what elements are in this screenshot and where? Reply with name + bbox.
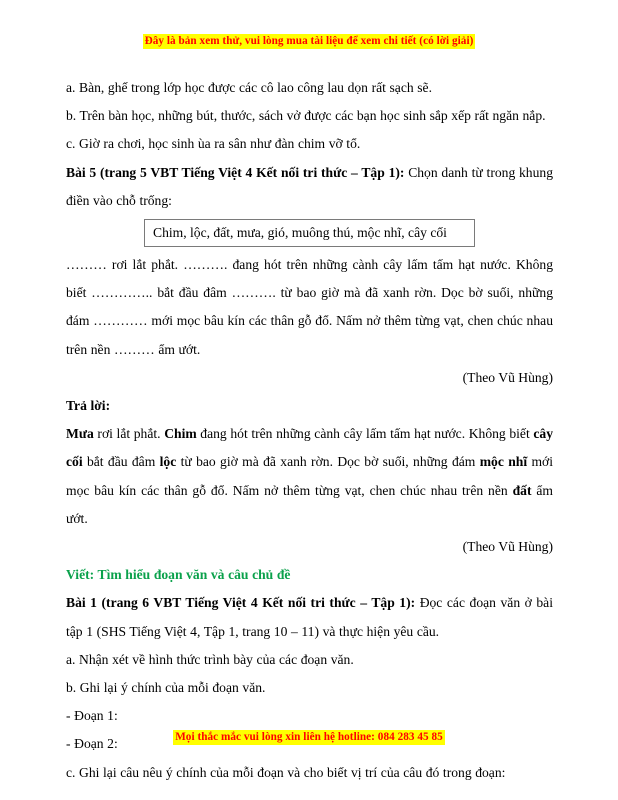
hotline-banner bbox=[0, 730, 618, 744]
section-heading-viet bbox=[66, 561, 553, 589]
wordbank-box: Chim, lộc, đất, mưa, gió, muông thú, mộc nhĩ, cây cối bbox=[144, 219, 475, 247]
bai1-item-b-doan-2: - Đoạn 2: bbox=[66, 736, 118, 752]
bai5-passage: ……… rơi lắt phắt. ………. đang hót trên những cành cây lấm tấm hạt nước. Không biết ………….. bắt đầu đâm ………. từ bao giờ mà đã xanh rờn. Dọc bờ suối, những đám ………… mới mọc bâu kín các thân gỗ đổ. Nấm nở thêm từng vạt, chen chúc nhau trên nền ……… ẩm ướt. bbox=[66, 257, 553, 357]
answer-keyword: Chim bbox=[164, 426, 197, 442]
answer-line-a: a. Bàn, ghế trong lớp học được các cô lao công lau dọn rất sạch sẽ. bbox=[66, 80, 432, 95]
answer-text: từ bao giờ mà đã xanh rờn. Dọc bờ suối, những đám bbox=[176, 454, 480, 470]
answer-text: bắt đầu đâm bbox=[82, 454, 160, 470]
answer-keyword: đất bbox=[512, 482, 532, 498]
answer-text: đang hót trên những cành cây lấm tấm hạt nước. Không biết bbox=[196, 426, 534, 442]
bai5-answer-source-attribution: (Theo Vũ Hùng) bbox=[462, 539, 553, 555]
answer-keyword: cây cối bbox=[66, 426, 553, 470]
answer-text: mới mọc bâu kín các thân gỗ đổ. Nấm nở thêm từng vạt, chen chúc nhau trên nền bbox=[66, 454, 553, 498]
answer-line-c: c. Giờ ra chơi, học sinh ùa ra sân như đàn chim vỡ tổ. bbox=[66, 136, 361, 152]
bai5-heading-instruction: Chọn danh từ trong khung điền vào chỗ trống: bbox=[66, 164, 553, 208]
bai1-heading-instruction: Đọc các đoạn văn ở bài tập 1 (SHS Tiếng Việt 4, Tập 1, trang 10 – 11) và thực hiện yêu cầu. bbox=[66, 595, 553, 639]
answer-label-text: Trả lời: bbox=[66, 398, 111, 414]
answer-text: ẩm ướt. bbox=[66, 482, 553, 526]
bai5-heading bbox=[66, 159, 553, 215]
bai1-heading bbox=[66, 589, 553, 645]
answer-keyword: Mưa bbox=[66, 426, 94, 442]
document-content bbox=[66, 74, 553, 787]
bai5-answer-paragraph bbox=[66, 420, 553, 533]
section-heading-viet-text: Viết: Tìm hiểu đoạn văn và câu chủ đề bbox=[66, 567, 291, 583]
bai5-source-attribution: (Theo Vũ Hùng) bbox=[462, 369, 553, 385]
wordbank-container bbox=[66, 215, 553, 251]
bai1-item-c: c. Ghi lại câu nêu ý chính của mỗi đoạn và cho biết vị trí của câu đó trong đoạn: bbox=[66, 764, 506, 780]
answer-text: rơi lắt phắt. bbox=[93, 426, 165, 442]
answer-label bbox=[66, 392, 553, 420]
hotline-text: Mọi thắc mắc vui lòng xin liên hệ hotline: 084 283 45 85 bbox=[175, 731, 443, 743]
bai1-heading-label: Bài 1 (trang 6 VBT Tiếng Việt 4 Kết nối tri thức – Tập 1): bbox=[66, 595, 416, 611]
bai1-item-a: a. Nhận xét về hình thức trình bày của các đoạn văn. bbox=[66, 651, 354, 667]
bai1-item-b: b. Ghi lại ý chính của mỗi đoạn văn. bbox=[66, 680, 266, 696]
bai1-item-b-doan-1: - Đoạn 1: bbox=[66, 708, 118, 724]
preview-notice-text: Đây là bản xem thử, vui lòng mua tài liệu để xem chi tiết (có lời giải) bbox=[144, 35, 474, 47]
bai5-heading-label: Bài 5 (trang 5 VBT Tiếng Việt 4 Kết nối tri thức – Tập 1): bbox=[66, 164, 405, 180]
preview-notice-banner bbox=[0, 34, 618, 48]
answer-keyword: lộc bbox=[159, 454, 177, 470]
answer-keyword: mộc nhĩ bbox=[479, 454, 528, 470]
answer-line-b: b. Trên bàn học, những bút, thước, sách vở được các bạn học sinh sắp xếp rất ngăn nắp. bbox=[66, 108, 546, 124]
